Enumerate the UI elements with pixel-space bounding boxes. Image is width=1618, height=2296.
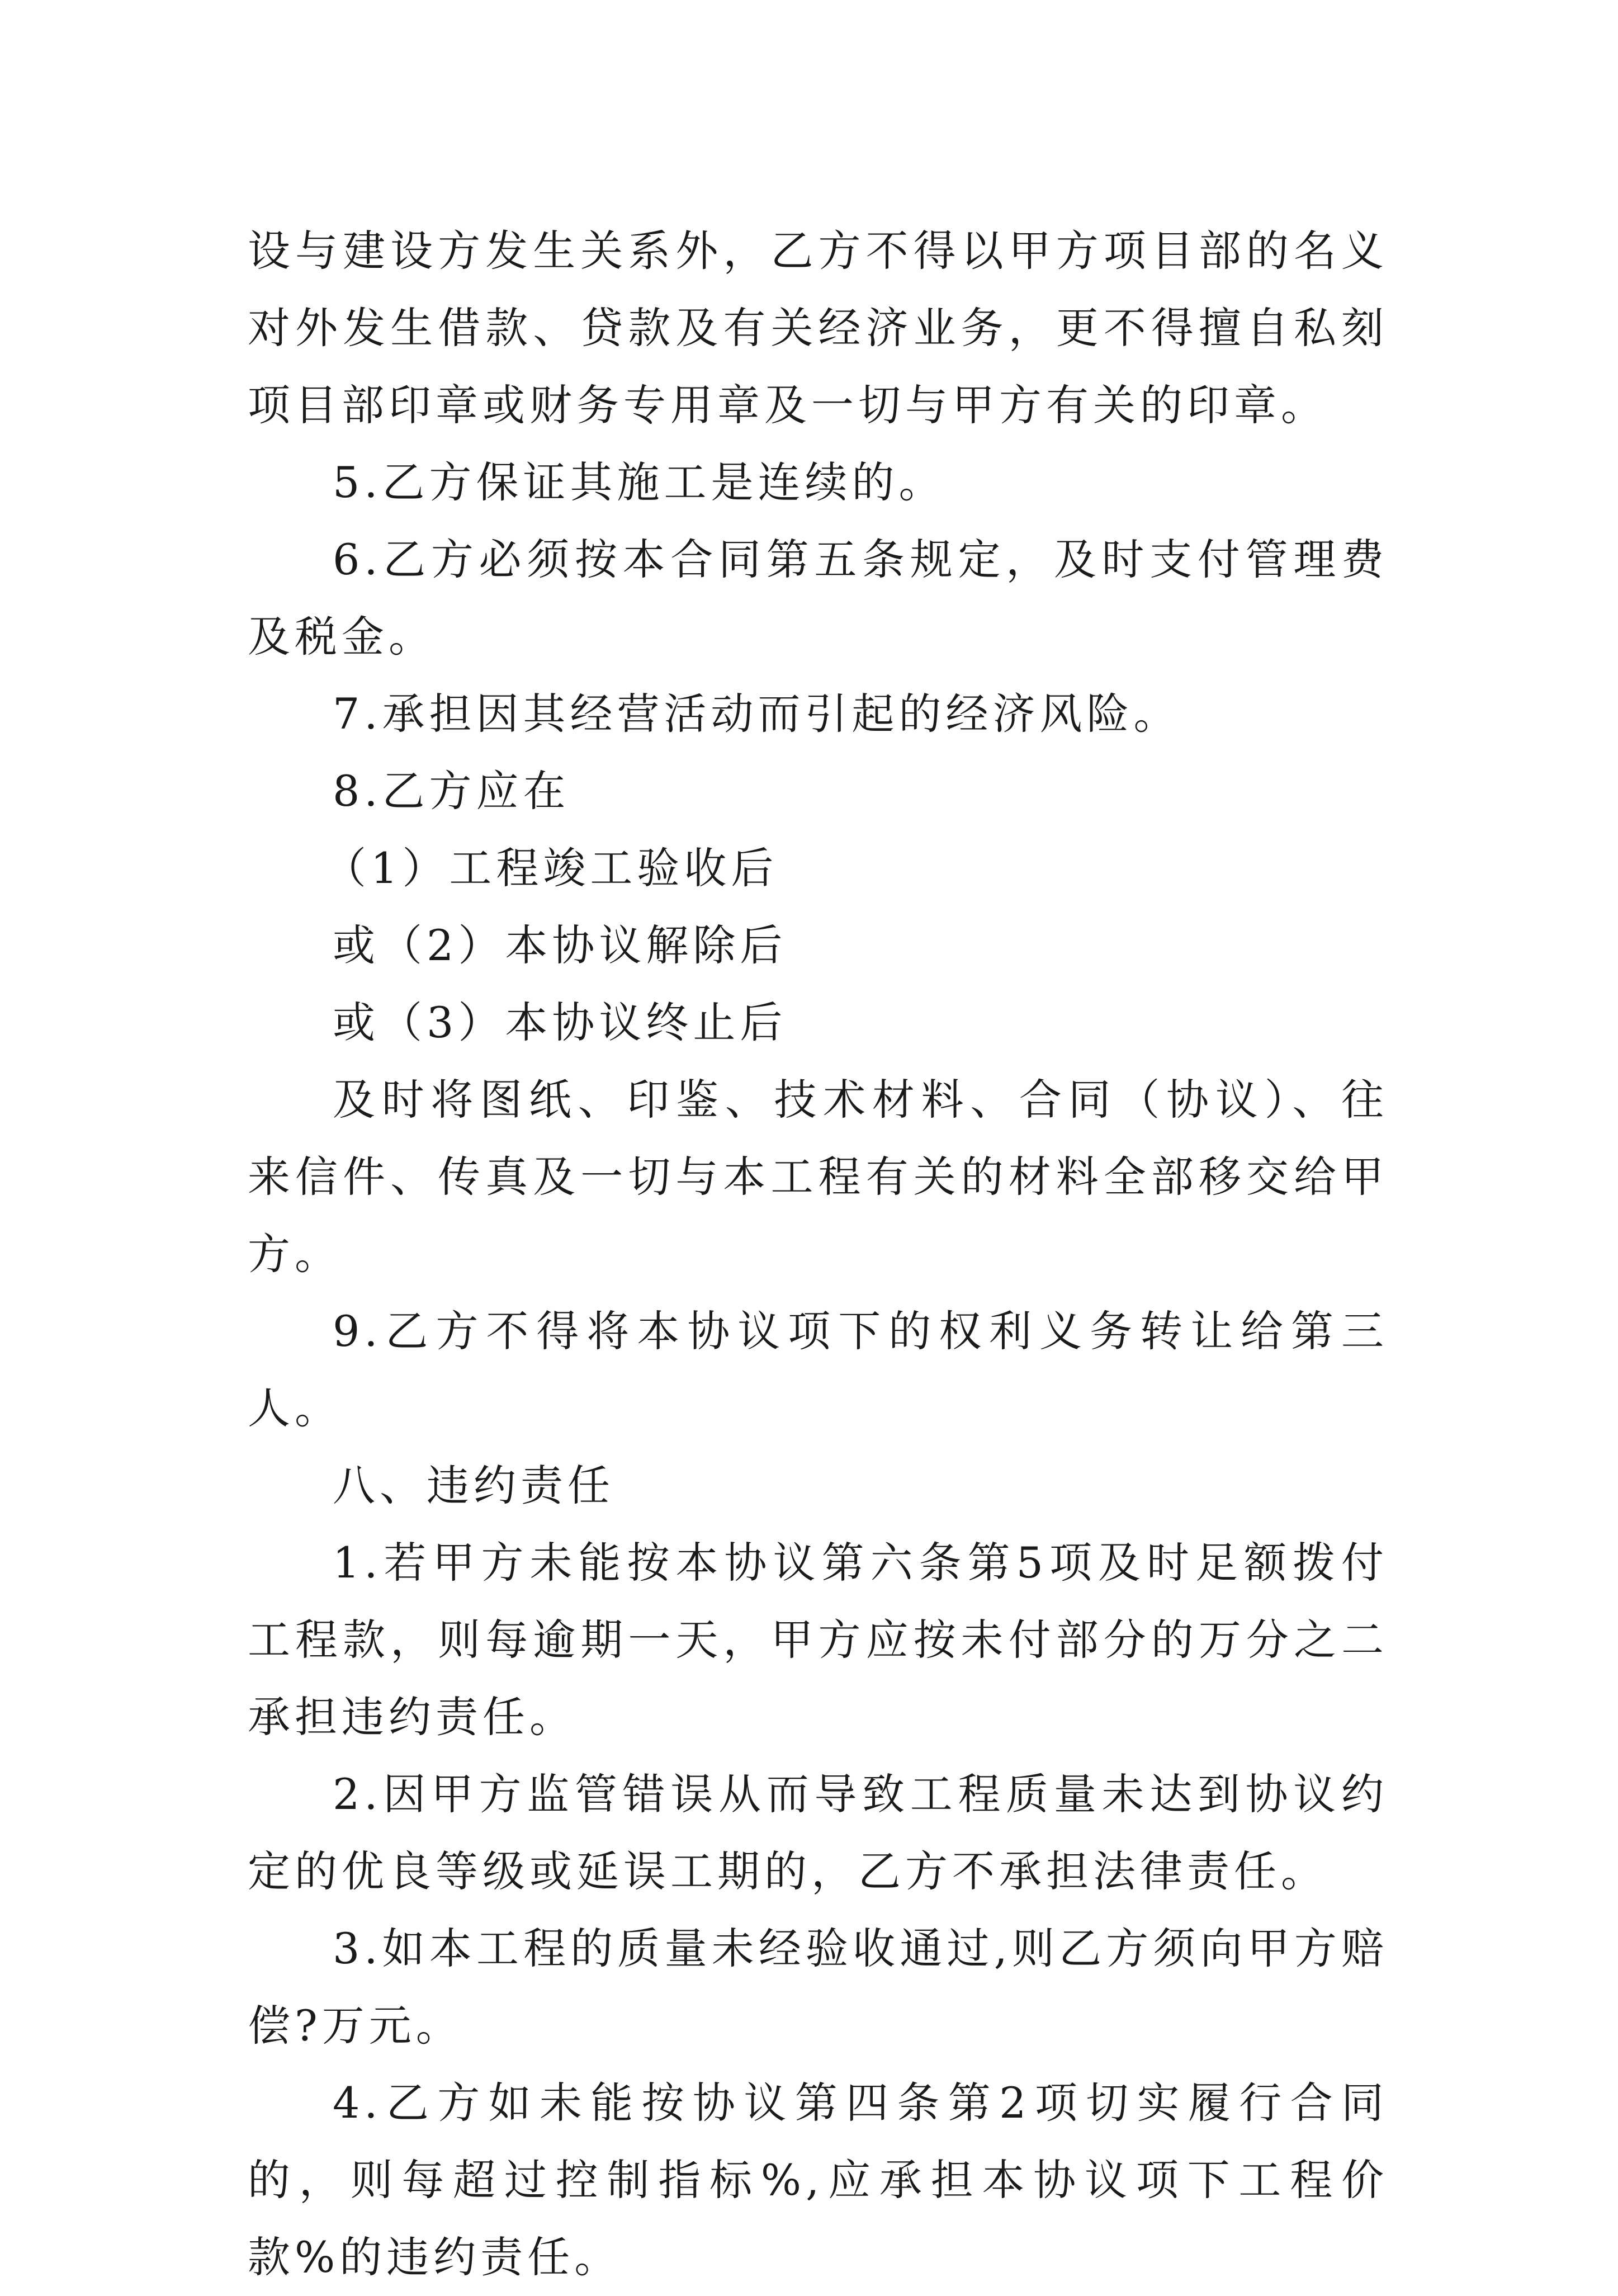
paragraph-item-7: 7.承担因其经营活动而引起的经济风险。 (333, 689, 1181, 739)
section-heading-liability: 八、违约责任 (333, 1461, 614, 1510)
document-body (248, 212, 1388, 2296)
paragraph-item-8: 8.乙方应在 (333, 766, 570, 816)
paragraph-item-8-option-1: （1）工程竣工验收后 (324, 843, 778, 893)
paragraph-item-8-option-2: 或（2）本协议解除后 (333, 920, 787, 970)
paragraph-liability-4: 4.乙方如未能按协议第四条第2项切实履行合同的，则每超过控制指标%,应承担本协议项下工程价款%的违约责任。 (248, 2078, 1388, 2282)
paragraph-liability-3: 3.如本工程的质量未经验收通过,则乙方须向甲方赔偿?万元。 (248, 1924, 1388, 2051)
paragraph-item-9: 9.乙方不得将本协议项下的权利义务转让给第三人。 (248, 1306, 1388, 1433)
paragraph-item-8-option-3: 或（3）本协议终止后 (333, 998, 787, 1047)
paragraph-liability-1: 1.若甲方未能按本协议第六条第5项及时足额拨付工程款，则每逾期一天，甲方应按未付部分的万分之二承担违约责任。 (248, 1538, 1388, 1742)
paragraph-item-6: 6.乙方必须按本合同第五条规定，及时支付管理费及税金。 (248, 535, 1388, 662)
paragraph-liability-2: 2.因甲方监管错误从而导致工程质量未达到协议约定的优良等级或延误工期的，乙方不承担法律责任。 (248, 1769, 1388, 1896)
paragraph-item-5: 5.乙方保证其施工是连续的。 (333, 457, 946, 507)
paragraph-intro: 设与建设方发生关系外，乙方不得以甲方项目部的名义对外发生借款、贷款及有关经济业务，更不得擅自私刻项目部印章或财务专用章及一切与甲方有关的印章。 (248, 226, 1388, 430)
paragraph-item-8-handover: 及时将图纸、印鉴、技术材料、合同（协议）、往来信件、传真及一切与本工程有关的材料全部移交给甲方。 (248, 1075, 1388, 1279)
